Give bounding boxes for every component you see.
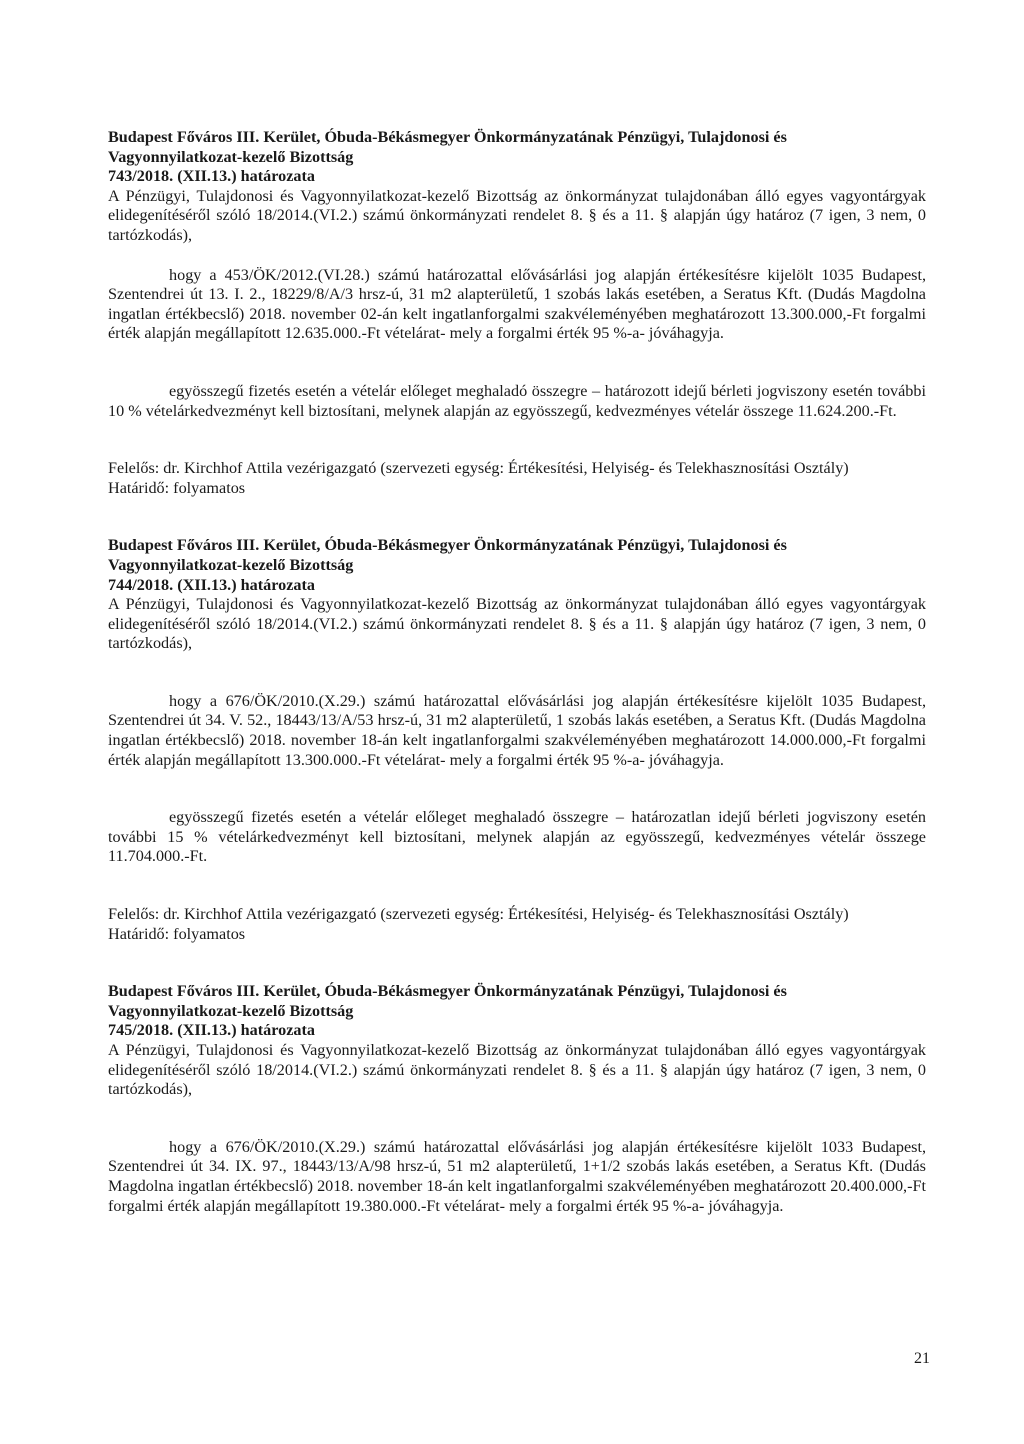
committee-heading-line1: Budapest Főváros III. Kerület, Óbuda-Békásmegyer Önkormányzatának Pénzügyi, Tulajdonosi és [108, 128, 787, 146]
committee-heading-line1: Budapest Főváros III. Kerület, Óbuda-Békásmegyer Önkormányzatának Pénzügyi, Tulajdonosi és [108, 982, 787, 1001]
resolution-744 [108, 536, 926, 944]
resolution-deadline: Határidő: folyamatos [108, 478, 246, 497]
resolution-decision: hogy a 676/ÖK/2010.(X.29.) számú határozattal elővásárlási jog alapján értékesítésre kijelölt 1033 Budapest, Szentendrei út 34. IX. 97., 18443/13/A/98 hrsz-ú, 51 m2 alapterületű, 1+1/2 szobás lakás esetében, a Seratus Kft. (Dudás Magdolna ingatlan értékbecslő) 2018. november 18-án kelt ingatlanforgalmi szakvéleményében meghatározott 20.400.000,-Ft forgalmi érték alapján megállapított 19.380.000.-Ft vételárat- mely a forgalmi érték 95 %-a- jóváhagyja. [108, 1137, 926, 1215]
committee-heading-line2: Vagyonnyilatkozat-kezelő Bizottság [108, 555, 354, 574]
resolution-responsible: Felelős: dr. Kirchhof Attila vezérigazgató (szervezeti egység: Értékesítési, Helyiség- és Telekhasznosítási Osztály) [108, 905, 849, 924]
resolution-intro: A Pénzügyi, Tulajdonosi és Vagyonnyilatkozat-kezelő Bizottság az önkormányzat tulajdonában álló egyes vagyontárgyak elidegenítéséről szóló 18/2014.(VI.2.) számú önkormányzati rendelet 8. § és a 11. § alapján úgy határoz (7 igen, 3 nem, 0 tartózkodás), [108, 1041, 926, 1099]
resolution-745 [108, 982, 926, 1216]
resolution-number: 743/2018. (XII.13.) határozata [108, 167, 315, 186]
committee-heading-line1: Budapest Főváros III. Kerület, Óbuda-Békásmegyer Önkormányzatának Pénzügyi, Tulajdonosi és [108, 536, 787, 555]
resolution-decision: hogy a 676/ÖK/2010.(X.29.) számú határozattal elővásárlási jog alapján értékesítésre kijelölt 1035 Budapest, Szentendrei út 34. V. 52., 18443/13/A/53 hrsz-ú, 31 m2 alapterületű, 1 szobás lakás esetében, a Seratus Kft. (Dudás Magdolna ingatlan értékbecslő) 2018. november 18-án kelt ingatlanforgalmi szakvéleményében meghatározott 14.000.000,-Ft forgalmi érték alapján megállapított 13.300.000.-Ft vételárat- mely a forgalmi érték 95 %-a- jóváhagyja. [108, 691, 926, 769]
resolution-number: 745/2018. (XII.13.) határozata [108, 1021, 315, 1040]
resolution-743 [108, 128, 926, 498]
resolution-intro: A Pénzügyi, Tulajdonosi és Vagyonnyilatkozat-kezelő Bizottság az önkormányzat tulajdonában álló egyes vagyontárgyak elidegenítéséről szóló 18/2014.(VI.2.) számú önkormányzati rendelet 8. § és a 11. § alapján úgy határoz (7 igen, 3 nem, 0 tartózkodás), [108, 595, 926, 653]
page-number: 21 [914, 1350, 930, 1367]
resolution-discount: egyösszegű fizetés esetén a vételár előleget meghaladó összegre – határozott idejű bérleti jogviszony esetén további 10 % vételárkedvezményt kell biztosítani, melynek alapján az egyösszegű, kedvezményes vételár összege 11.624.200.-Ft. [108, 381, 926, 420]
resolution-decision: hogy a 453/ÖK/2012.(VI.28.) számú határozattal elővásárlási jog alapján értékesítésre kijelölt 1035 Budapest, Szentendrei út 13. I. 2., 18229/8/A/3 hrsz-ú, 31 m2 alapterületű, 1 szobás lakás esetében, a Seratus Kft. (Dudás Magdolna ingatlan értékbecslő) 2018. november 02-án kelt ingatlanforgalmi szakvéleményében meghatározott 13.300.000,-Ft forgalmi érték alapján megállapított 12.635.000.-Ft vételárat- mely a forgalmi érték 95 %-a- jóváhagyja. [108, 265, 926, 343]
committee-heading-line2: Vagyonnyilatkozat-kezelő Bizottság [108, 1001, 354, 1020]
resolution-responsible: Felelős: dr. Kirchhof Attila vezérigazgató (szervezeti egység: Értékesítési, Helyiség- és Telekhasznosítási Osztály) [108, 459, 849, 478]
resolution-deadline: Határidő: folyamatos [108, 924, 246, 943]
resolution-intro: A Pénzügyi, Tulajdonosi és Vagyonnyilatkozat-kezelő Bizottság az önkormányzat tulajdonában álló egyes vagyontárgyak elidegenítéséről szóló 18/2014.(VI.2.) számú önkormányzati rendelet 8. § és a 11. § alapján úgy határoz (7 igen, 3 nem, 0 tartózkodás), [108, 186, 926, 244]
resolution-discount: egyösszegű fizetés esetén a vételár előleget meghaladó összegre – határozatlan idejű bérleti jogviszony esetén további 15 % vételárkedvezményt kell biztosítani, melynek alapján az egyösszegű, kedvezményes vételár összege 11.704.000.-Ft. [108, 808, 926, 866]
document-body [108, 128, 926, 1216]
committee-heading-line2: Vagyonnyilatkozat-kezelő Bizottság [108, 147, 354, 166]
resolution-number: 744/2018. (XII.13.) határozata [108, 575, 315, 594]
